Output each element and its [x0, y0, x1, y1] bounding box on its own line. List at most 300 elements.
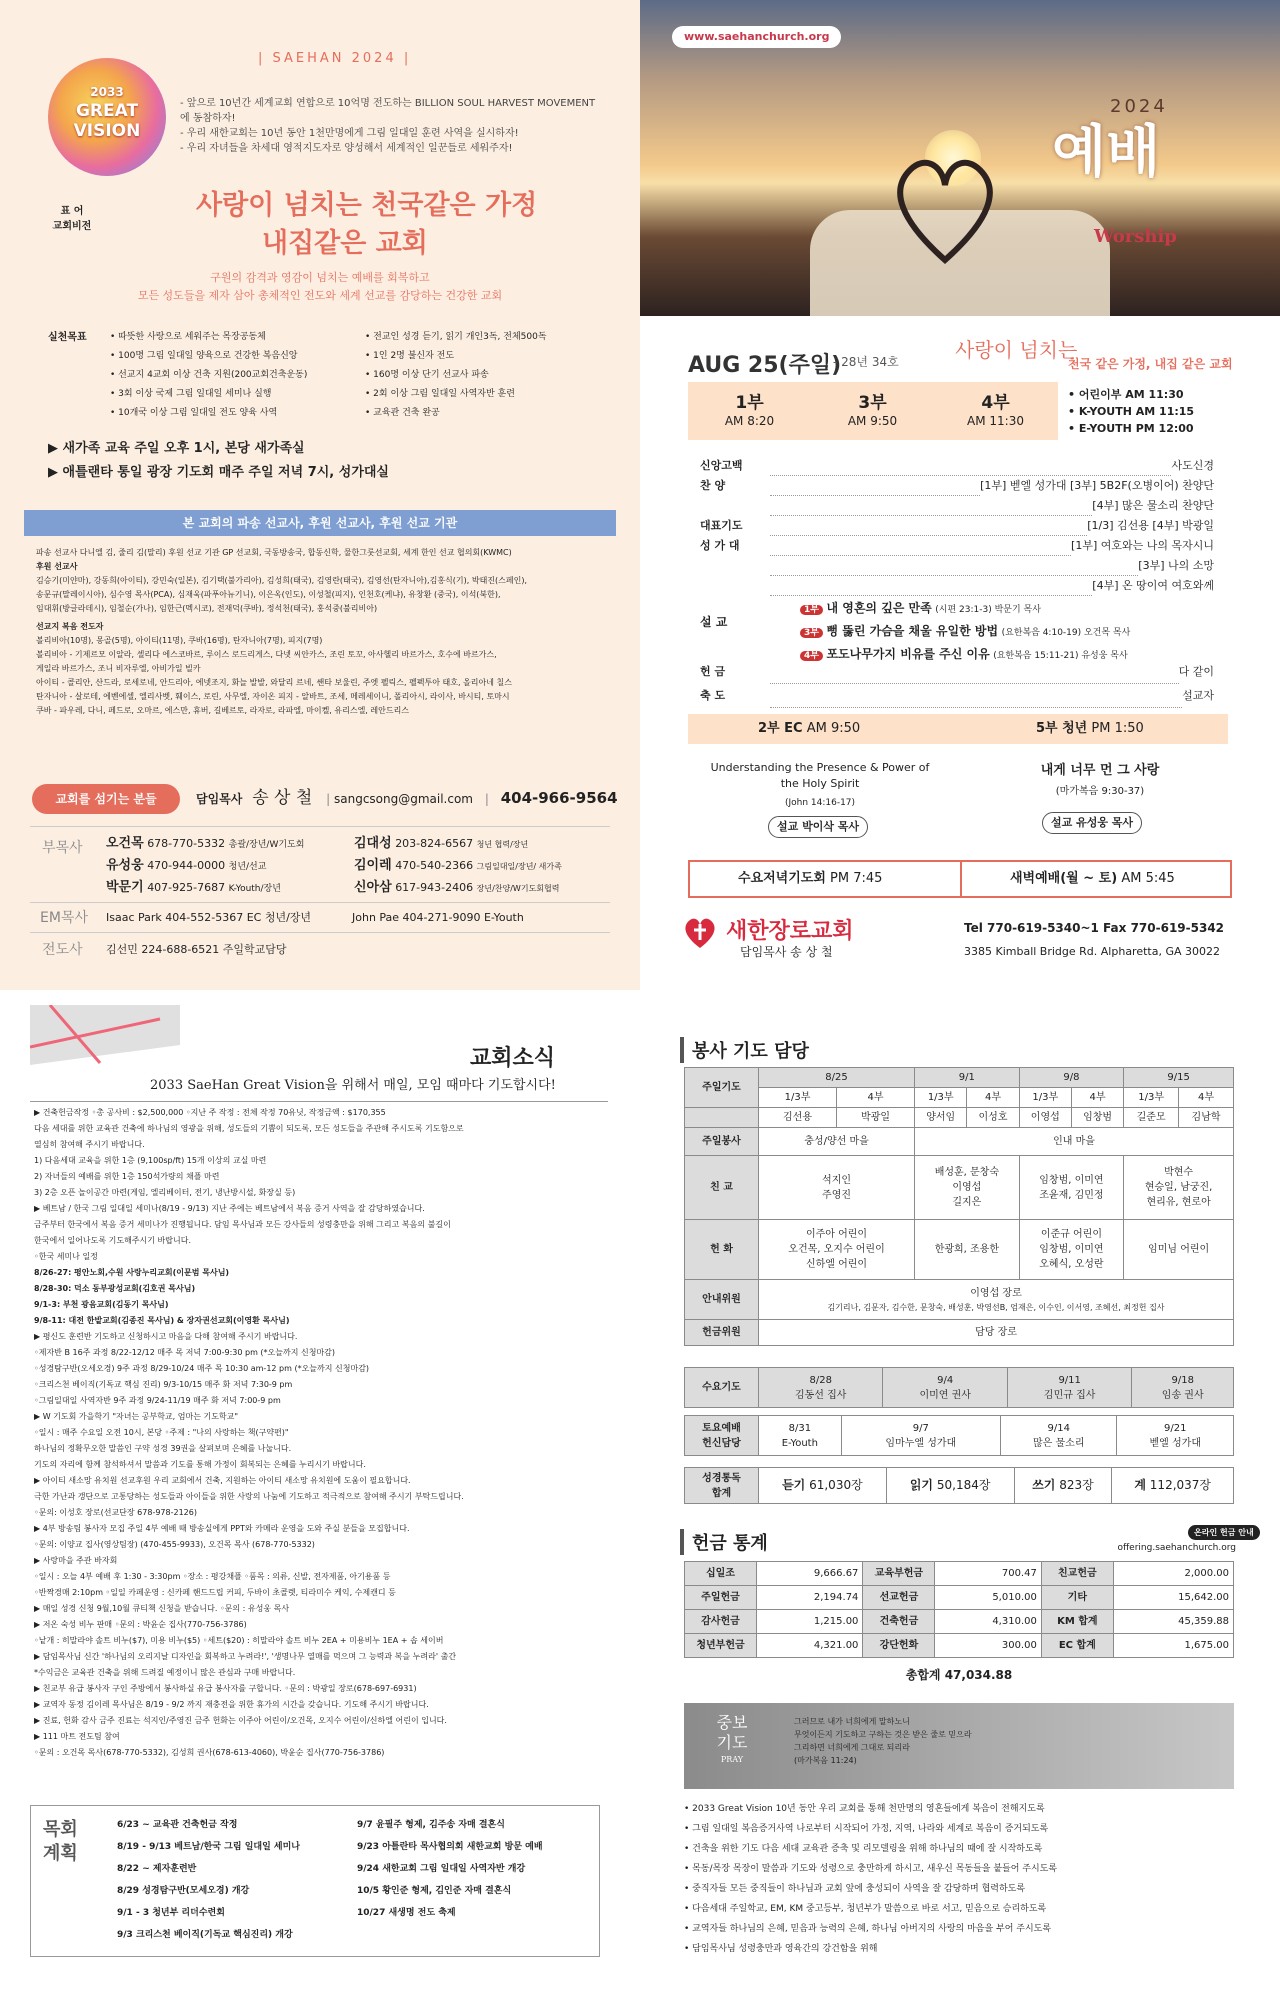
logo-great: GREAT	[75, 101, 139, 121]
goal-item: • 2회 이상 그림 일대일 사역자반 훈련	[365, 389, 515, 399]
mission-line: 송문규(말레이시아), 심수영 목사(PCA), 심재욱(파푸아뉴기니), 이은옥(인도), 이성철(피지), 인천호(케냐), 유창환 (중국), 이석(북한),	[36, 590, 501, 599]
sermon-list	[800, 598, 1130, 667]
sat-name: 벧엘 성가대	[1149, 1437, 1201, 1449]
logo-vision: VISION	[73, 121, 141, 141]
order-label: 축 도	[700, 689, 726, 702]
order-label: 대표기도	[700, 519, 743, 532]
offering-key: EC 합계	[1041, 1634, 1113, 1658]
duty-row-label: 친 교	[685, 1156, 759, 1220]
news-title: 교회소식	[470, 1046, 556, 1071]
news-line: ◦문의 : 오건목 목사(678-770-5332), 김성희 권사(678-613-4060), 박윤순 집사(770-756-3786)	[34, 1748, 385, 1757]
offering-value: 9,666.67	[757, 1562, 863, 1586]
sat-table	[684, 1415, 1234, 1456]
order-value: [1부] 벧엘 성가대 [3부] 5B2F(오병이어) 찬양단	[980, 479, 1214, 492]
offering-key: 강단헌화	[863, 1634, 935, 1658]
news-line: ◦크리스천 베이직(기독교 핵심 진리) 9/3-10/15 매주 화 저녁 7:30-9 pm	[34, 1380, 293, 1389]
order-value: 다 같이	[1178, 665, 1214, 678]
news-line: 1) 다음세대 교육을 위한 1층 (9,100sp/ft) 15개 이상의 교실 마련	[34, 1156, 267, 1165]
news-subtitle: 2033 SaeHan Great Vision을 위해서 매일, 모임 때마다 기도합시다!	[150, 1078, 556, 1093]
duty-cell: 인내 마을	[915, 1128, 1234, 1156]
church-pastor: 담임목사 송 상 철	[740, 945, 833, 959]
offering-key: 친교헌금	[1041, 1562, 1113, 1586]
pastor-phone: 404-966-9564	[500, 789, 618, 807]
news-line: 다음 세대를 위한 교육관 건축에 하나님의 영광을 위해, 성도들의 기쁨이 되도록, 모든 성도들을 주관해 주시도록 기도함으로	[34, 1124, 464, 1133]
wed-table	[684, 1367, 1234, 1408]
news-line: ◦일시 : 매주 수요일 오전 10시, 본당 ◦주제 : "나의 사랑하는 책(구약편)"	[34, 1428, 289, 1437]
duty-cell: 박현수 현승일, 남궁진, 현리유, 현로아	[1124, 1156, 1234, 1220]
duty-cell: 임미님 어린이	[1124, 1220, 1234, 1280]
duty-cell: 임창범	[1071, 1108, 1123, 1128]
missions-list	[36, 546, 626, 718]
news-panel	[0, 1005, 640, 1992]
youth-time: • 어린이부 AM 11:30	[1068, 388, 1184, 401]
pray-verse	[794, 1715, 972, 1767]
order-value: [4부] 온 땅이여 여호와께	[1092, 579, 1214, 592]
news-line: 금주부터 한국에서 복음 증거 세미나가 진행됩니다. 담임 목사님과 모든 강사들의 성령충만을 위해 그리고 복음의 불길이	[34, 1220, 451, 1229]
motto-label	[50, 204, 94, 234]
sermon-label: 설 교	[700, 615, 728, 629]
evangelist: 김선민 224-688-6521 주일학교담당	[106, 943, 287, 956]
offering-value: 5,010.00	[935, 1586, 1041, 1610]
pastor-name: 송 상 철	[252, 788, 313, 808]
news-line: ▶ W 기도회 가을학기 "자녀는 공부학교, 엄마는 기도학교"	[34, 1412, 239, 1421]
news-line: ▶ 저온 숙성 비누 판매 ◦문의 : 박윤순 집사(770-756-3786)	[34, 1620, 247, 1629]
goal-item: • 100명 그림 일대일 양육으로 건강한 복음신앙	[110, 351, 298, 361]
goal-item: • 따뜻한 사랑으로 세워주는 목장공동체	[110, 332, 266, 342]
dawn-label: 새벽예배(월 ~ 토)	[1010, 871, 1118, 886]
order-value: [3부] 나의 소망	[1138, 559, 1214, 572]
plan-right	[357, 1814, 543, 1924]
youth-time: PM 1:50	[1091, 721, 1144, 736]
sermon-ref: (요한복음 4:10-19) 오건목 목사	[1001, 628, 1131, 638]
news-line: ▶ 4부 방송팀 봉사자 모집 주일 4부 예배 때 방송실에게 PPT와 카메라 운영을 도와 주실 분들을 모집합니다.	[34, 1524, 410, 1533]
staff-role: 청년 협력/장년	[476, 840, 529, 849]
offering-key: 기타	[1041, 1586, 1113, 1610]
staff-button: 교회를 섬기는 분들	[32, 784, 180, 814]
wed-name: 김민규 집사	[1043, 1389, 1096, 1401]
mission-line: 임대휘(방글라데시), 임철순(가나), 임한근(멕시코), 전재덕(쿠바), 정석천(태국), 홍석중(불리비아)	[36, 604, 378, 613]
pray-label-ko: 중보기도	[716, 1713, 748, 1752]
vision-bullets	[180, 96, 600, 156]
service-name: 1부	[735, 393, 764, 413]
mission-line: 후원 선교사	[36, 562, 78, 571]
staff-name: 오건목	[106, 836, 144, 851]
bulletin-date: AUG 25(주일)	[688, 353, 842, 378]
bible-key: 쓰기	[1032, 1478, 1056, 1492]
staff-role: 장년/찬양/W기도회협력	[476, 884, 560, 893]
plan-left	[117, 1814, 300, 1946]
pray-item: • 중직자들 모든 중직들이 하나님과 교회 앞에 충성되이 사역을 잘 감당하며 협력하도록	[684, 1884, 1026, 1894]
worship-subtitle: Worship	[1094, 226, 1177, 247]
bible-key: 듣기	[782, 1478, 806, 1492]
ec-time: AM 9:50	[806, 721, 861, 736]
service-name: 3부	[858, 393, 887, 413]
sat-date: 8/31	[788, 1422, 812, 1434]
vision-desc1: 구원의 감격과 영감이 넘치는 예배를 회복하고	[210, 271, 430, 284]
news-line: ▶ 매일 성경 신청 9월,10월 큐티책 신청을 받습니다. ◦문의 : 유성웅 목사	[34, 1604, 290, 1613]
duty-sub: 1/3부	[1019, 1088, 1071, 1108]
label-motto: 표 어	[60, 206, 84, 217]
news-line: 열심히 참여해 주시기 바랍니다.	[34, 1140, 145, 1149]
online-offering-badge: 온라인 헌금 안내	[1188, 1525, 1260, 1540]
staff-phone: 470-944-0000	[147, 859, 226, 872]
wed-date: 9/4	[937, 1374, 954, 1386]
sermon-service: 1부	[800, 605, 823, 615]
staff-phone: 470-540-2366	[395, 859, 474, 872]
verse-line: 그리하면 너희에게 그대로 되리라	[794, 1743, 910, 1752]
news-line: 하나님의 정확무오한 말씀인 구약 성경 39권을 살펴보며 은혜를 나눕니다.	[34, 1444, 292, 1453]
pastor-email[interactable]: sangcsong@gmail.com	[333, 792, 473, 806]
brand-label: | SAEHAN 2024 |	[258, 51, 412, 66]
duty-cell: 김기리나, 김문자, 김수한, 문창숙, 배성훈, 박영선B, 엄재은, 이수인, 이서영, 조혜선, 최정헌 집사	[827, 1302, 1165, 1312]
pastor-label: 담임목사	[196, 792, 243, 806]
offering-value: 4,321.00	[757, 1634, 863, 1658]
news-line: ▶ 진료, 헌화 감사 금주 진료는 석지인/주영진 금주 헌화는 이주아 어린이/오건목, 오지수 어린이/신하엘 어린이 입니다.	[34, 1716, 447, 1725]
order-value: [1/3] 김선용 [4부] 박광일	[1087, 519, 1214, 532]
plan-item: 9/24 새한교회 그림 일대일 사역자반 개강	[357, 1864, 526, 1874]
order-value: 사도신경	[1171, 459, 1214, 472]
sat-name: E-Youth	[781, 1437, 818, 1449]
duty-date: 9/15	[1124, 1068, 1234, 1088]
plan-item: 9/3 크리스천 베이직(기독교 핵심진리) 개강	[117, 1930, 293, 1940]
duty-cell: 길준모	[1124, 1108, 1179, 1128]
pray-label-en: PRAY	[720, 1755, 744, 1764]
goal-item: • 10개국 이상 그림 일대일 전도 양육 사역	[110, 408, 278, 418]
wed-date: 9/11	[1058, 1374, 1081, 1386]
news-line: ▶ 아이티 새소망 유치원 선교후원 우리 교회에서 건축, 지원하는 아이티 새소망 유치원에 도움이 필요합니다.	[34, 1476, 411, 1485]
service-time: AM 11:30	[967, 414, 1024, 428]
offering-title: 헌금 통계	[680, 1529, 768, 1555]
mission-line: 김승기(미얀마), 강동희(아이티), 강민숙(일본), 김기택(불가리아), 김성희(태국), 김영란(태국), 김영선(탄자니아),김홍식(기), 박태진(스페인),	[36, 576, 527, 585]
offering-key: KM 합계	[1041, 1610, 1113, 1634]
duty-cell: 양서임	[915, 1108, 967, 1128]
great-vision-logo	[48, 58, 166, 176]
sat-date: 9/14	[1047, 1422, 1070, 1434]
duty-cell: 이주아 어린이 오건목, 오지수 어린이 신하엘 어린이	[759, 1220, 915, 1280]
plan-label	[43, 1818, 78, 1866]
duty-cell: 임창범, 이미연 조윤재, 김민정	[1019, 1156, 1124, 1220]
duty-cell: 배성훈, 문창숙 이영섭 길지은	[915, 1156, 1020, 1220]
plan-item: 8/29 성경탐구반(모세오경) 개강	[117, 1886, 250, 1896]
pray-banner	[684, 1703, 1234, 1789]
order-label: 성 가 대	[700, 539, 740, 552]
church-address: 3385 Kimball Bridge Rd. Alpharetta, GA 30022	[964, 945, 1221, 958]
sat-date: 9/21	[1164, 1422, 1187, 1434]
service-time: AM 9:50	[847, 414, 898, 428]
news-line: ▶ 친교부 유급 봉사자 구인 주방에서 봉사하실 유급 봉사자를 구합니다. ◦문의 : 박광일 장로(678-697-6931)	[34, 1684, 417, 1693]
bible-value: 823장	[1059, 1478, 1094, 1492]
pray-list	[684, 1799, 1244, 1959]
mission-line: 파송 선교사 다니엘 김, 줄리 김(말리) 후원 선교 기관 GP 선교회, 국동방송국, 합동신학, 물한그룻선교회, 세계 한인 선교 협의회(KWMC)	[36, 548, 512, 557]
news-line: ◦문의: 이성호 장로(선교단장 678-978-2126)	[34, 1508, 197, 1517]
goal-item: • 교육관 건축 완공	[365, 408, 440, 418]
service-time: AM 8:20	[724, 414, 775, 428]
label-vision: 교회비전	[52, 221, 92, 232]
news-line: ◦성경탐구반(오세오경) 9주 과정 8/29-10/24 매주 목 10:30 am-12 pm (*오늘까지 신청마감)	[34, 1364, 370, 1373]
order-label: 찬 양	[700, 479, 726, 492]
staff-phone: 617-943-2406	[395, 881, 474, 894]
sermon-ref: (요한복음 15:11-21) 유성웅 목사	[993, 651, 1128, 661]
dawn-time: AM 5:45	[1121, 871, 1175, 886]
em-pastor-2: John Pae 404-271-9090 E-Youth	[352, 911, 524, 924]
wed-name: 임송 권사	[1161, 1389, 1204, 1401]
church-logo-icon	[680, 912, 720, 952]
news-line: ◦제자반 B 16주 과정 8/22-12/12 매주 목 저녁 7:00-9:30 pm (*오늘까지 신청마감)	[34, 1348, 336, 1357]
verse-line: 그러므로 내가 너희에게 말하노니	[794, 1717, 910, 1726]
ec-preacher: 설교 박이삭 목사	[768, 816, 868, 838]
order-value: 설교자	[1182, 689, 1214, 702]
order-closing	[700, 660, 1214, 708]
duty-row-label: 주일봉사	[685, 1128, 759, 1156]
duty-date: 8/25	[759, 1068, 915, 1088]
verse-line: 무엇이든지 기도하고 구하는 것은 받은 줄로 믿으라	[794, 1730, 972, 1739]
vision-bullet: - 우리 자녀들을 차세대 영적지도자로 양성해서 세계적인 일꾼들로 세워주자!	[180, 143, 513, 154]
mission-line: 선교지 복음 전도자	[36, 622, 104, 631]
church-url[interactable]: www.saehanchurch.org	[672, 26, 841, 48]
news-line: ◦반짝경매 2:10pm ◦일일 카페운영 : 신카페 핸드드립 커피, 두바이 초콜렛, 티라미수 케익, 수제캔디 등	[34, 1588, 396, 1597]
news-line: 8/26-27: 평안노회,수원 사랑누리교회(이문범 목사님)	[34, 1268, 230, 1277]
duty-sub: 4부	[1179, 1088, 1234, 1108]
pray-item: • 교역자들 하나님의 은혜, 믿음과 능력의 은혜, 하나님 아버지의 사랑의 마음을 부어 주시도록	[684, 1924, 1052, 1934]
pastor-line: 담임목사 송 상 철 | sangcsong@gmail.com | 404-966-9564	[196, 788, 618, 808]
goal-item: • 1인 2명 불신자 전도	[365, 351, 455, 361]
slogan-line2: 내집같은 교회	[262, 228, 428, 259]
staff-role: 그림일대일/장년/ 새가족	[476, 862, 562, 871]
plan-label-2: 계획	[43, 1843, 78, 1864]
bulletin-issue: - 28년 34호	[833, 355, 899, 369]
mission-line: 볼리비아(10명), 몽골(5명), 아이티(11명), 쿠바(16명), 탄자니아(7명), 피지(7명)	[36, 636, 323, 645]
plan-item: 10/5 황인준 형제, 김인준 자매 결혼식	[357, 1886, 512, 1896]
heart-icon	[890, 150, 1000, 270]
missions-header: 본 교회의 파송 선교사, 후원 선교사, 후원 선교 기관	[24, 510, 616, 536]
pray-item: • 담임목사님 성령충만과 영육간의 강건함을 위해	[684, 1944, 878, 1954]
duty-cell: 박광일	[836, 1108, 914, 1128]
bible-value: 50,184장	[936, 1478, 991, 1492]
offering-total: 총합계 47,034.88	[905, 1668, 1013, 1682]
duty-sub: 4부	[967, 1088, 1019, 1108]
offering-value: 2,194.74	[757, 1586, 863, 1610]
duty-cell: 김선용	[759, 1108, 837, 1128]
youth-sermon-title: 내게 너무 먼 그 사랑	[1040, 763, 1160, 778]
offering-value: 300.00	[935, 1634, 1041, 1658]
pray-item: • 다음세대 주일학교, EM, KM 중고등부, 청년부가 말씀으로 바로 서고, 믿음으로 승리하도록	[684, 1904, 1047, 1914]
news-line: ▶ 건축헌금작정 ◦총 공사비 : $2,500,000 ◦지난 주 작정 : 전체 작정 70유닛, 작정금액 : $170,355	[34, 1108, 386, 1117]
verse-line: (마가복음 11:24)	[794, 1756, 857, 1765]
youth-time: • K-YOUTH AM 11:15	[1068, 405, 1195, 418]
news-line: 9/8-11: 대전 한밭교회(김종진 목사님) & 장자권선교회(이영환 목사님)	[34, 1316, 290, 1325]
duty-table	[684, 1067, 1234, 1346]
offering-key: 선교헌금	[863, 1586, 935, 1610]
offering-key: 감사헌금	[685, 1610, 757, 1634]
church-name: 새한장로교회	[726, 919, 854, 944]
motto-text: 천국 같은 가정, 내집 같은 교회	[1068, 357, 1233, 371]
duty-cell: 김남학	[1179, 1108, 1234, 1128]
mission-line: 볼리비아 - 기제르모 이알라, 셀리다 에스코바르, 루이스 로드리게스, 다넷 씨안카스, 조린 토꼬, 아사헬리 바르가스, 호수에 바르가스,	[36, 650, 497, 659]
em-pastor: Isaac Park 404-552-5367 EC 청년/장년	[106, 911, 312, 924]
goals-right	[365, 328, 615, 423]
duty-sub: 4부	[836, 1088, 914, 1108]
duty-cell: 충성/양선 마을	[759, 1128, 915, 1156]
service-name: 4부	[981, 393, 1010, 413]
youth-label: 5부 청년	[1036, 721, 1088, 736]
news-line: ◦한국 세미나 일정	[34, 1252, 98, 1261]
youth-times	[1068, 386, 1194, 437]
offering-value: 1,675.00	[1113, 1634, 1233, 1658]
youth-time: • E-YOUTH PM 12:00	[1068, 422, 1194, 435]
vision-bullet: - 우리 새한교회는 10년 동안 1천만명에게 그림 일대일 훈련 사역을 실시하자!	[180, 128, 519, 139]
cover-year: 2024	[1110, 96, 1168, 117]
sermon-service: 4부	[800, 651, 823, 661]
plan-label-1: 목회	[43, 1819, 78, 1840]
news-line: ▶ 교역자 동정 김이레 목사님은 8/19 - 9/2 까지 재충전을 위한 휴가의 시간을 갖습니다. 기도해 주시기 바랍니다.	[34, 1700, 429, 1709]
staff-name: 신아삼	[354, 880, 392, 895]
bible-key: 읽기	[909, 1478, 934, 1492]
pray-item: • 2033 Great Vision 10년 동안 우리 교회를 통해 천만명의 영혼들에게 복음이 전해지도록	[684, 1804, 1045, 1814]
staff-name: 김대성	[354, 836, 392, 851]
news-line: 기도의 자리에 함께 참석하셔서 말씀과 기도를 통해 가정이 회복되는 은혜를 누리시기 바랍니다.	[34, 1460, 366, 1469]
sermon-ref: (시편 23:1-3) 박문기 목사	[935, 605, 1041, 615]
mission-line: 탄자니아 - 살로테, 에벤에셀, 엘리사벳, 훼이스, 로린, 사무엘, 자이온 피지 - 알바트, 조세, 메레세이니, 폴리아시, 라이사, 바시티, 토마시	[36, 692, 510, 701]
youth-sermon-ref: (마가복음 9:30-37)	[1055, 786, 1145, 797]
offering-value: 1,215.00	[757, 1610, 863, 1634]
duty-sub: 1/3부	[915, 1088, 967, 1108]
mission-line: 쿠바 - 파우레, 다니, 페드로, 오마르, 에스만, 휴버, 길베르토, 라자로, 라파엘, 마이켈, 유리스엘, 레안드리스	[36, 706, 410, 715]
wed-date: 9/18	[1171, 1374, 1194, 1386]
wed-time: PM 7:45	[830, 871, 883, 886]
news-line: ▶ 사랑마을 주관 바자회	[34, 1556, 118, 1565]
sat-name: 많은 물소리	[1033, 1437, 1085, 1449]
wed-date: 8/28	[809, 1374, 832, 1386]
news-line: 2) 자녀들의 예배를 위한 1층 150석가량의 채플 마련	[34, 1172, 220, 1181]
news-line: 3) 2층 오픈 놀이공간 마련(게임, 엘리베이터, 전기, 냉난방시설, 화장실 등)	[34, 1188, 296, 1197]
service-times	[688, 382, 1058, 440]
duty-sub: 1/3부	[759, 1088, 837, 1108]
offering-value: 700.47	[935, 1562, 1041, 1586]
goals-left	[110, 328, 360, 423]
duty-cell: 석지인 주영진	[759, 1156, 915, 1220]
duty-panel	[640, 1005, 1280, 1992]
staff-phone: 407-925-7687	[147, 881, 226, 894]
order-label	[700, 556, 770, 576]
staff-name: 유성웅	[106, 858, 144, 873]
plan-item: 9/7 윤필주 형제, 김주송 자매 결혼식	[357, 1820, 505, 1830]
plan-item: 10/27 새생명 전도 축제	[357, 1908, 456, 1918]
mission-line: 게일라 바르가스, 조니 비자루엘, 아비가일 빌카	[36, 664, 201, 673]
assoc-list-2	[354, 836, 634, 902]
duty-date: 9/1	[915, 1068, 1020, 1088]
offering-value: 4,310.00	[935, 1610, 1041, 1634]
pray-item: • 건축을 위한 기도 다음 세대 교육관 증축 및 리모델링을 위해 하나님의 때에 잘 시작하도록	[684, 1844, 1043, 1854]
plan-item: 6/23 ~ 교육관 건축헌금 작정	[117, 1820, 238, 1830]
order-label	[700, 496, 770, 516]
goal-label: 실천목표	[48, 332, 87, 343]
news-line: ▶ 평신도 훈련반 기도하고 신청하시고 마음을 다해 참여해 주시기 바랍니다.	[34, 1332, 298, 1341]
online-offering-url[interactable]: offering.saehanchurch.org	[1117, 1543, 1236, 1553]
offering-value: 2,000.00	[1113, 1562, 1233, 1586]
sermon-title: 뻥 뚫린 가슴을 채울 유일한 방법	[826, 624, 999, 638]
offering-key: 교육부헌금	[863, 1562, 935, 1586]
news-line: ◦낱개 : 히말라야 솔트 비누($7), 미용 비누($5) ◦세트($20) : 히말라야 솔트 비누 2EA + 미용비누 1EA + 솝 세이버	[34, 1636, 444, 1645]
news-line: ▶ 담임목사님 신간 '하나님의 오리지날 디자인을 회복하고 누려라!', '생명나무 열매를 먹으며 그 능력과 복을 누려라' 출간	[34, 1652, 457, 1661]
wed-name: 김동선 집사	[794, 1389, 847, 1401]
duty-cell: 한광희, 조용한	[915, 1220, 1020, 1280]
motto-big: 사랑이 넘치는	[955, 338, 1078, 362]
wed-name: 이미연 권사	[919, 1389, 971, 1401]
staff-role: 청년/선교	[228, 862, 267, 872]
ec-sermon-title: Understanding the Presence & Power of the Holy Spirit	[710, 761, 930, 790]
sermon-title: 포도나무가지 비유를 주신 이유	[826, 647, 990, 661]
evangelist-label: 전도사	[42, 942, 83, 958]
bible-value: 61,030장	[809, 1478, 863, 1492]
offering-key: 청년부헌금	[685, 1634, 757, 1658]
news-line: 극한 가난과 갱단으로 고통당하는 성도들과 아이들을 위한 사랑의 나눔에 기도하고 적극적으로 참여해 주시기 부탁드립니다.	[34, 1492, 464, 1501]
plan-item: 9/1 - 3 청년부 리더수련회	[117, 1908, 225, 1918]
staff-role: K-Youth/장년	[228, 884, 281, 894]
pray-label	[702, 1713, 762, 1766]
news-line: 9/1-3: 부천 광음교회(김동기 목사님)	[34, 1300, 169, 1309]
ec-sermon-ref: (John 14:16-17)	[784, 798, 856, 808]
news-line: 한국에서 일어나도록 기도해주시기 바랍니다.	[34, 1236, 192, 1245]
duty-row-label: 헌금위원	[685, 1320, 759, 1346]
new-family-edu: ▶ 새가족 교육 주일 오후 1시, 본당 새가족실	[48, 441, 305, 456]
news-list	[34, 1105, 624, 1761]
offering-key: 십일조	[685, 1562, 757, 1586]
duty-row-label: 헌 화	[685, 1220, 759, 1280]
offering-key: 주일헌금	[685, 1586, 757, 1610]
news-line: ▶ 베트남 / 한국 그림 일대일 세미나(8/19 - 9/13) 지난 주에는 베트남에서 복음 증거 사역을 잘 감당하였습니다.	[34, 1204, 425, 1213]
pray-item: • 목동/목장 목장이 말씀과 기도와 성령으로 충만하게 하시고, 새우신 목동들을 붙들어 주시도록	[684, 1864, 1058, 1874]
duty-sub: 4부	[1071, 1088, 1123, 1108]
goal-item: • 전교인 성경 듣기, 읽기 개인3독, 전체500독	[365, 332, 547, 342]
plan-item: 9/23 아틀란타 목사협의회 새한교회 방문 예배	[357, 1842, 543, 1852]
order-value: [1부] 여호와는 나의 목자시니	[1071, 539, 1214, 552]
duty-row-label: 주일기도	[685, 1068, 759, 1108]
duty-cell: 이준규 어린이 임창범, 이미연 오혜식, 오성란	[1019, 1220, 1124, 1280]
bible-value: 112,037장	[1149, 1478, 1212, 1492]
duty-row-label: 토요예배 헌신담당	[685, 1416, 759, 1456]
bible-key: 계	[1134, 1478, 1146, 1492]
em-label: EM목사	[40, 910, 88, 926]
vision-desc2: 모든 성도들을 제자 삼아 총체적인 전도와 세계 선교를 감당하는 건강한 교회	[137, 289, 503, 302]
goal-item: • 3회 이상 국제 그림 일대일 세미나 실행	[110, 389, 272, 399]
staff-phone: 203-824-6567	[395, 837, 474, 850]
duty-date: 9/8	[1019, 1068, 1124, 1088]
duty-cell: 담당 장로	[759, 1320, 1234, 1346]
news-line: ◦그림일대일 사역자반 9주 과정 9/24-11/19 매주 화 저녁 7:00-9 pm	[34, 1396, 281, 1405]
staff-name: 김이레	[354, 858, 392, 873]
weekday-services	[688, 860, 1232, 898]
news-line: *수익금은 교육관 건축을 위해 드려질 예정이니 많은 관심과 구매 바랍니다.	[34, 1668, 296, 1677]
church-tel: Tel 770-619-5340~1 Fax 770-619-5342	[964, 921, 1225, 935]
duty-sub: 1/3부	[1124, 1088, 1179, 1108]
vision-bullet: - 앞으로 10년간 세계교회 연합으로 10억명 전도하는 BILLION SOUL HARVEST MOVEMENT에 동참하자!	[180, 98, 596, 124]
unity-prayer: ▶ 애틀랜타 통일 광장 기도회 매주 주일 저녁 7시, 성가대실	[48, 465, 389, 480]
order-label: 헌 금	[700, 665, 726, 678]
plan-box	[30, 1805, 600, 1957]
offering-table	[684, 1561, 1234, 1658]
wed-label: 수요저녁기도회	[738, 871, 826, 886]
news-line: 8/28-30: 덕소 동부광성교회(김호권 목사님)	[34, 1284, 196, 1293]
staff-phone: 678-770-5332	[147, 837, 226, 850]
duty-row-label: 성경통독 합계	[685, 1468, 759, 1504]
ec-youth-band	[688, 714, 1228, 744]
offering-value: 45,359.88	[1113, 1610, 1233, 1634]
pray-item: • 그림 일대일 복음증거사역 나로부터 시작되어 가정, 지역, 나라와 세계로 복음이 증거되도록	[684, 1824, 1049, 1834]
order-label: 신앙고백	[700, 459, 743, 472]
duty-row-label: 수요기도	[685, 1368, 759, 1408]
staff-role: 총괄/장년/W기도회	[228, 840, 305, 850]
plan-item: 8/22 ~ 제자훈련반	[117, 1864, 197, 1874]
